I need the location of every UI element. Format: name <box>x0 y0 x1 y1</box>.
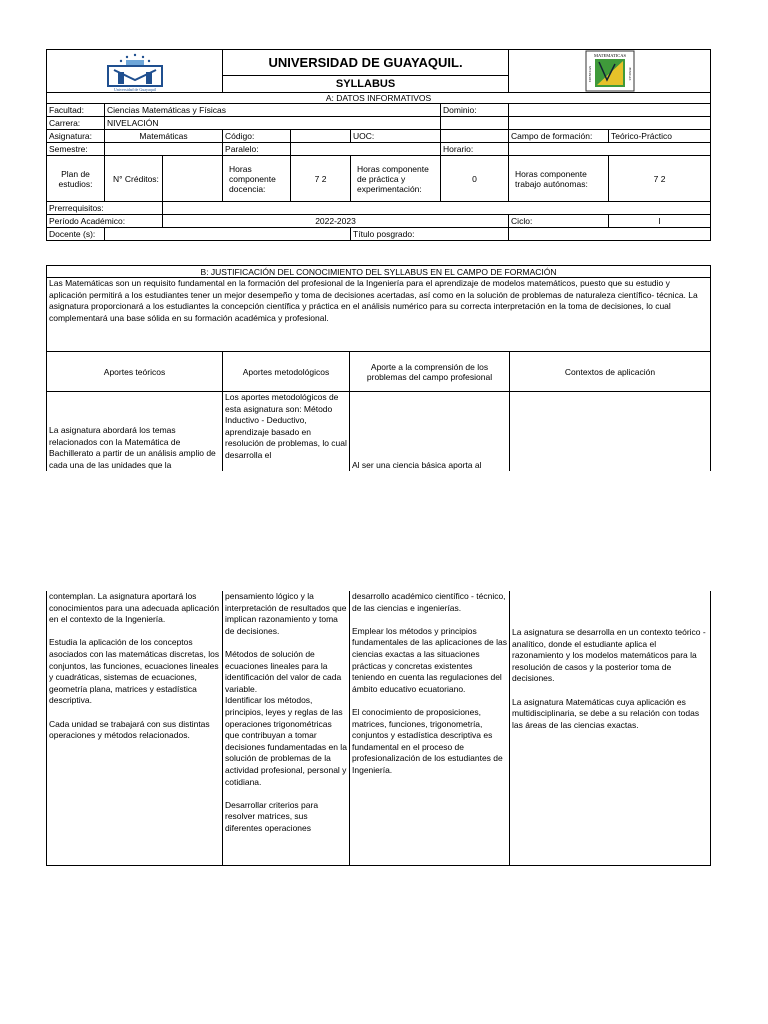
carrera-empty-2 <box>509 117 711 130</box>
asignatura-label: Asignatura: <box>47 130 105 143</box>
horas-docencia-value: 7 2 <box>291 156 351 202</box>
part2-col4-text: La asignatura se desarrolla en un contexto teórico - analítico, donde el estudiante aplica el razonamiento y los modelos matemáticos para la resolución de casos y la posterior toma de decisiones. La asignatura Matemáticas cuya aplicación es multidisciplinaria, se debe a su relación con todas las áreas de las ciencias exactas. <box>510 591 711 865</box>
horario-label: Horario: <box>441 143 509 156</box>
prerrequisitos-value <box>163 202 711 215</box>
part1-col4-empty <box>510 392 711 472</box>
paralelo-value <box>291 143 441 156</box>
ciclo-label: Ciclo: <box>509 215 609 228</box>
facultad-label: Facultad: <box>47 104 105 117</box>
col-header-aportes-metodologicos: Aportes metodológicos <box>223 352 350 392</box>
logo-left-cell <box>47 50 223 93</box>
periodo-value: 2022-2023 <box>163 215 509 228</box>
carrera-value: NIVELACIÓN <box>105 117 441 130</box>
part2-col2-text: pensamiento lógico y la interpretación de resultados que implican razonamiento y toma de decisiones. Métodos de solución de ecuaciones lineales para la identificación del valor de cada variable. Identificar los métodos, principios, leyes y reglas de las operaciones trigonométricas que contribuyan a tomar decisiones fundamentadas en la solución de problemas de la actividad profesional, personal y cotidiana. Desarrollar criterios para resolver matrices, sus diferentes operaciones <box>223 591 350 865</box>
logo-right-side-right: FISICAS <box>627 67 632 81</box>
carrera-empty-1 <box>441 117 509 130</box>
asignatura-value: Matemáticas <box>105 130 223 143</box>
docente-value <box>105 228 351 241</box>
logo-right-cell <box>509 50 711 93</box>
section-a-title: A: DATOS INFORMATIVOS <box>47 93 711 104</box>
part1-col3-text: Al ser una ciencia básica aporta al <box>350 392 510 472</box>
titulo-label: Título posgrado: <box>351 228 509 241</box>
section-b-table-part1 <box>46 265 710 472</box>
carrera-label: Carrera: <box>47 117 105 130</box>
horario-value <box>509 143 711 156</box>
col-header-contextos-aplicacion: Contextos de aplicación <box>510 352 711 392</box>
col-header-aportes-teoricos: Aportes teóricos <box>47 352 223 392</box>
ciclo-value: I <box>609 215 711 228</box>
uoc-value <box>441 130 509 143</box>
faculty-logo-icon <box>585 50 635 92</box>
titulo-value <box>509 228 711 241</box>
paralelo-label: Paralelo: <box>223 143 291 156</box>
creditos-value <box>163 156 223 202</box>
facultad-value: Ciencias Matemáticas y Físicas <box>105 104 441 117</box>
section-b-table-part2 <box>46 591 710 866</box>
logo-left-caption: Universidad de Guayaquil <box>113 87 156 92</box>
horas-autonomas-value: 7 2 <box>609 156 711 202</box>
dominio-value <box>509 104 711 117</box>
university-logo-icon <box>90 50 180 92</box>
logo-right-text: MATEMATICAS <box>593 53 626 58</box>
university-title: UNIVERSIDAD DE GUAYAQUIL. <box>223 50 509 76</box>
part2-col3-text: desarrollo académico científico - técnico, de las ciencias e ingenierías. Emplear los métodos y principios fundamentales de las aplicaciones de las ciencias exactas a las situaciones prácticas y concretas existentes teniendo en cuenta las regulaciones del ámbito educativo ecuatoriano. El conocimiento de proposiciones, matrices, funciones, trigonometría, conjuntos y estadística descriptiva es fundamental en el proceso de profesionalización de los estudiantes de Ingeniería. <box>350 591 510 865</box>
semestre-label: Semestre: <box>47 143 105 156</box>
syllabus-title: SYLLABUS <box>223 76 509 93</box>
page-break-gap <box>0 471 768 591</box>
semestre-value <box>105 143 223 156</box>
uoc-label: UOC: <box>351 130 441 143</box>
justification-text: Las Matemáticas son un requisito fundamental en la formación del profesional de la Ingeniería para el aprendizaje de modelos matemáticos, puesto que su estudio y aplicación permitirá a los estudiantes tener un mejor desempeño y toma de decisiones acertadas, así como en la solución de problemas de naturaleza científico- técnica. La asignatura proporcionará a los estudiantes la concepción científica y práctica en el análisis numérico para su correcta interpretación en la toma de decisiones, lo cual complementará una base sólida en su formación académica y profesional. <box>47 278 711 352</box>
periodo-label: Período Académico: <box>47 215 163 228</box>
dominio-label: Dominio: <box>441 104 509 117</box>
part1-col2-text: Los aportes metodológicos de esta asignatura son: Método Inductivo - Deductivo, aprendizaje basado en resolución de problemas, lo cual desarrolla el <box>223 392 350 472</box>
codigo-label: Código: <box>223 130 291 143</box>
plan-label: Plan de estudios: <box>47 156 105 202</box>
part1-col1-text: La asignatura abordará los temas relacionados con la Matemática de Bachillerato a partir de un análisis amplio de cada una de las unidades que la <box>47 392 223 472</box>
campo-value: Teórico-Práctico <box>609 130 711 143</box>
creditos-label: N° Créditos: <box>105 156 163 202</box>
section-a-table <box>46 49 710 241</box>
docente-label: Docente (s): <box>47 228 105 241</box>
horas-practica-label: Horas componente de práctica y experimentación: <box>351 156 441 202</box>
col-header-aporte-comprension: Aporte a la comprensión de los problemas del campo profesional <box>350 352 510 392</box>
horas-docencia-label: Horas componente docencia: <box>223 156 291 202</box>
prerrequisitos-label: Prerrequisitos: <box>47 202 163 215</box>
horas-autonomas-label: Horas componente trabajo autónomas: <box>509 156 609 202</box>
campo-label: Campo de formación: <box>509 130 609 143</box>
part2-col1-text: contemplan. La asignatura aportará los conocimientos para una adecuada aplicación en el contexto de la Ingeniería. Estudia la aplicación de los conceptos asociados con las matemáticas discretas, los conjuntos, las funciones, ecuaciones lineales y cuadráticas, sistemas de ecuaciones, geometría plana, matrices y estadística descriptiva. Cada unidad se trabajará con sus distintas operaciones y métodos relacionados. <box>47 591 223 865</box>
horas-practica-value: 0 <box>441 156 509 202</box>
codigo-value <box>291 130 351 143</box>
section-b-title: B: JUSTIFICACIÓN DEL CONOCIMIENTO DEL SYLLABUS EN EL CAMPO DE FORMACIÓN <box>47 266 711 278</box>
logo-right-side-left: CIENCIAS <box>587 65 592 83</box>
